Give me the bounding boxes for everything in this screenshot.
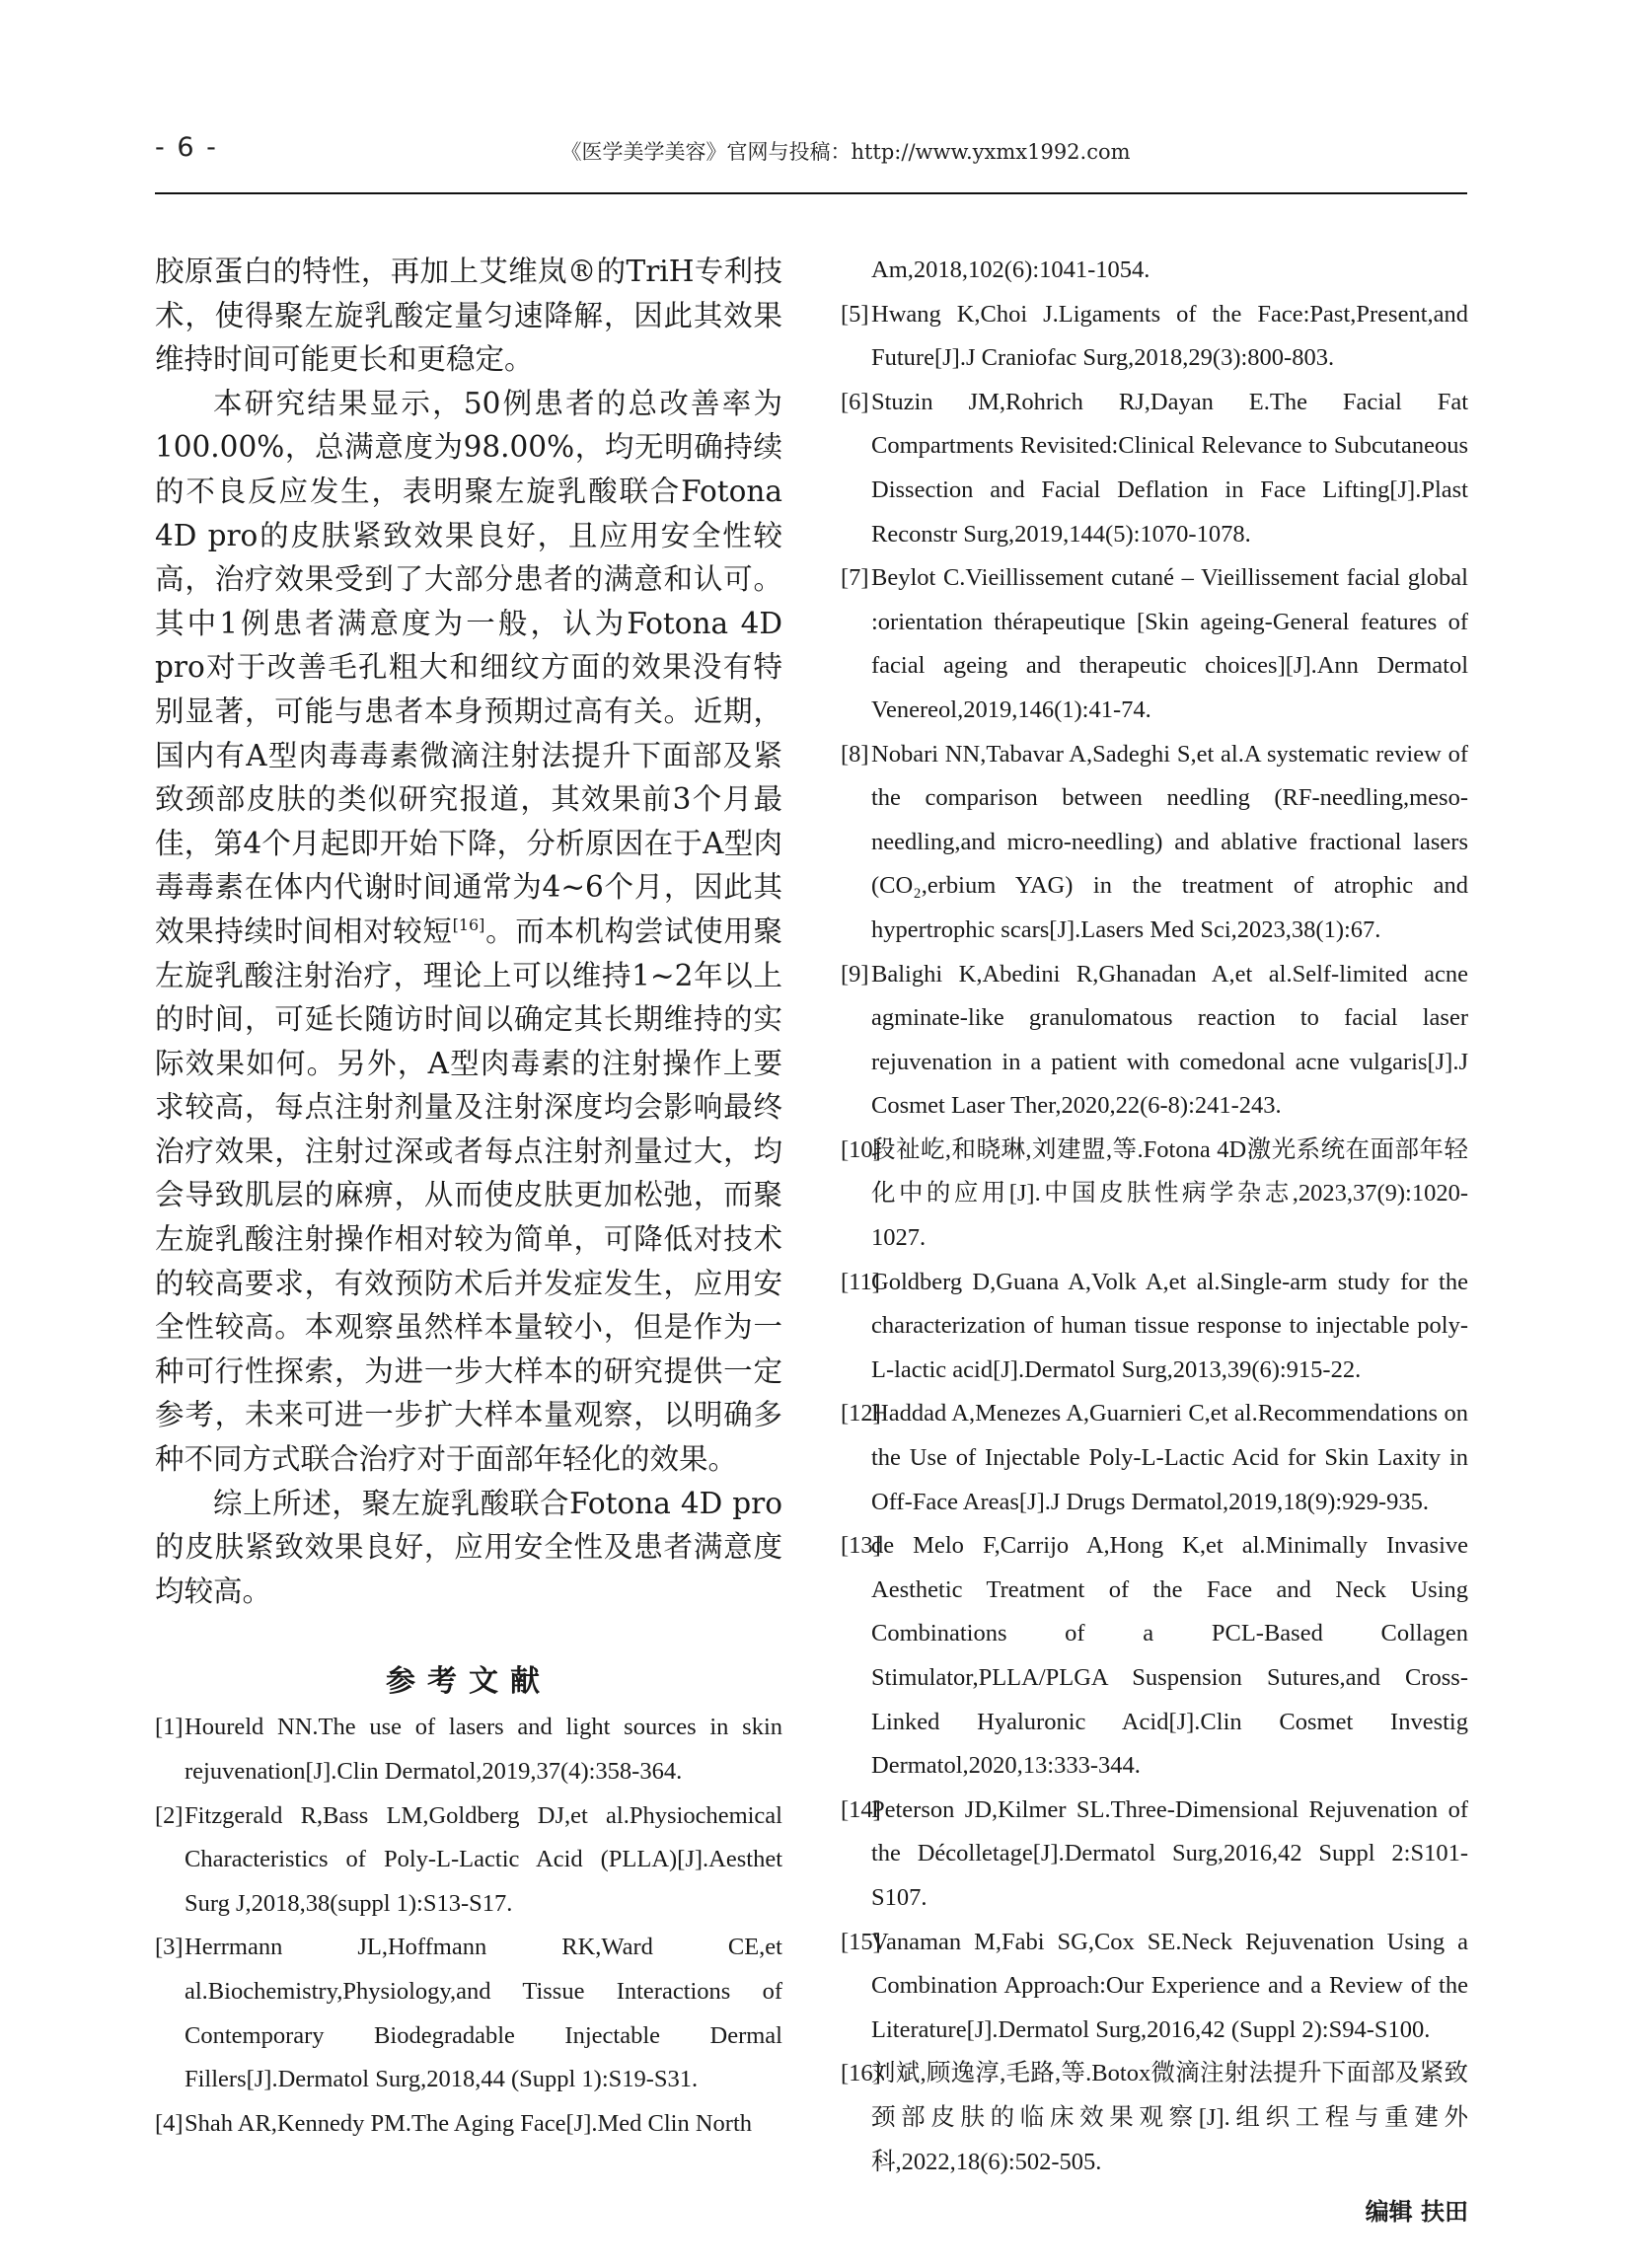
- reference-text: 刘斌,顾逸淳,毛路,等.Botox微滴注射法提升下面部及紧致颈部皮肤的临床效果观察[J].组织工程与重建外科,2022,18(6):502-505.: [871, 2060, 1468, 2175]
- reference-item: [841, 556, 1468, 732]
- reference-number: [7]: [841, 564, 869, 592]
- reference-text: Stuzin JM,Rohrich RJ,Dayan E.The Facial Fat Compartments Revisited:Clinical Relevance to Subcutaneous Dissection and Facial Deflation in Face Lifting[J].Plast Reconstr Surg,2019,144(5):1070-1078.: [871, 388, 1468, 548]
- reference-number: [8]: [841, 740, 869, 768]
- editor-credit: 编辑 扶田: [1365, 2198, 1468, 2227]
- reference-number: [6]: [841, 388, 869, 415]
- body-paragraph: 综上所述，聚左旋乳酸联合Fotona 4D pro的皮肤紧致效果良好，应用安全性及患者满意度均较高。: [155, 1486, 782, 1608]
- reference-item: [841, 1261, 1468, 1393]
- reference-text: Hwang K,Choi J.Ligaments of the Face:Past,Present,and Future[J].J Craniofac Surg,2018,29(3):800-803.: [871, 300, 1468, 372]
- reference-number: [15]: [841, 1928, 881, 1955]
- reference-number: [3]: [155, 1934, 184, 1961]
- reference-text: Am,2018,102(6):1041-1054.: [871, 256, 1150, 283]
- reference-number: [11]: [841, 1268, 880, 1295]
- reference-number: [1]: [155, 1714, 184, 1741]
- references-heading: 参考文献: [386, 1664, 552, 1700]
- page-number: - 6 -: [155, 132, 218, 163]
- reference-text: Peterson JD,Kilmer SL.Three-Dimensional Rejuvenation of the Décolletage[J].Dermatol Surg,2016,42 Suppl 2:S101-S107.: [871, 1795, 1468, 1911]
- reference-item: [841, 953, 1468, 1129]
- reference-number: [2]: [155, 1801, 184, 1829]
- reference-number: [9]: [841, 960, 869, 988]
- reference-item: [841, 1921, 1468, 2053]
- reference-continuation: [841, 249, 1468, 293]
- reference-number: [13]: [841, 1532, 881, 1560]
- citation-superscript[interactable]: [16]: [452, 915, 485, 935]
- reference-number: [4]: [155, 2109, 184, 2137]
- reference-text: Nobari NN,Tabavar A,Sadeghi S,et al.A systematic review of the comparison between needling (RF-needling,meso-needling,and micro-needling) and ablative fractional lasers (CO₂,erbium YAG) in the treatment of atrophic and hypertrophic scars[J].Lasers Med Sci,2023,38(1):67.: [871, 740, 1468, 943]
- reference-item: [841, 1392, 1468, 1524]
- reference-number: [16]: [841, 2060, 881, 2087]
- paragraph-text: 。而本机构尝试使用聚左旋乳酸注射治疗，理论上可以维持1~2年以上的时间，可延长随访时间以确定其长期维持的实际效果如何。另外，A型肉毒素的注射操作上要求较高，每点注射剂量及注射深度均会影响最终治疗效果，注射过深或者每点注射剂量过大，均会导致肌层的麻痹，从而使皮肤更加松弛，而聚左旋乳酸注射操作相对较为简单，可降低对技术的较高要求，有效预防术后并发症发生，应用安全性较高。本观察虽然样本量较小，但是作为一种可行性探索，为进一步大样本的研究提供一定参考，未来可进一步扩大样本量观察，以明确多种不同方式联合治疗对于面部年轻化的效果。: [155, 914, 782, 1477]
- reference-item: [155, 1926, 782, 2101]
- reference-text: Vanaman M,Fabi SG,Cox SE.Neck Rejuvenation Using a Combination Approach:Our Experience and a Review of the Literature[J].Dermatol Surg,2016,42 (Suppl 2):S94-S100.: [871, 1928, 1468, 2043]
- reference-number: [12]: [841, 1400, 881, 1427]
- reference-text: Shah AR,Kennedy PM.The Aging Face[J].Med Clin North: [185, 2109, 753, 2137]
- page-header: [155, 126, 1467, 174]
- reference-item: [841, 293, 1468, 381]
- running-title: 《医学美学美容》官网与投稿：http://www.yxmx1992.com: [560, 140, 1131, 164]
- reference-text: Goldberg D,Guana A,Volk A,et al.Single-arm study for the characterization of human tissue response to injectable poly-L-lactic acid[J].Dermatol Surg,2013,39(6):915-22.: [871, 1268, 1468, 1383]
- reference-number: [10]: [841, 1135, 881, 1163]
- reference-text: Fitzgerald R,Bass LM,Goldberg DJ,et al.Physiochemical Characteristics of Poly-L-Lactic Acid (PLLA)[J].Aesthet Surg J,2018,38(suppl 1):S13-S17.: [185, 1801, 782, 1917]
- left-column: [155, 250, 782, 2146]
- reference-text: Herrmann JL,Hoffmann RK,Ward CE,et al.Biochemistry,Physiology,and Tissue Interactions of Contemporary Biodegradable Injectable Dermal Fillers[J].Dermatol Surg,2018,44 (Suppl 1):S19-S31.: [185, 1934, 782, 2093]
- reference-number: [14]: [841, 1795, 881, 1823]
- reference-number: [5]: [841, 300, 869, 328]
- reference-item: [841, 1789, 1468, 1921]
- reference-list-right: [841, 249, 1468, 2184]
- reference-item: [841, 1524, 1468, 1789]
- reference-item: [155, 1794, 782, 1927]
- reference-item: [841, 1129, 1468, 1261]
- reference-item: [841, 381, 1468, 556]
- reference-text: 段祉屹,和晓琳,刘建盟,等.Fotona 4D激光系统在面部年轻化中的应用[J].中国皮肤性病学杂志,2023,37(9):1020-1027.: [871, 1135, 1468, 1252]
- right-column: [841, 249, 1468, 2227]
- reference-text: Haddad A,Menezes A,Guarnieri C,et al.Recommendations on the Use of Injectable Poly-L-Lactic Acid for Skin Laxity in Off-Face Areas[J].J Drugs Dermatol,2019,18(9):929-935.: [871, 1400, 1468, 1515]
- reference-list-left: [155, 1706, 782, 2146]
- reference-text: de Melo F,Carrijo A,Hong K,et al.Minimally Invasive Aesthetic Treatment of the Face and Neck Using Combinations of a PCL-Based Collagen Stimulator,PLLA/PLGA Suspension Sutures,and Cross-Linked Hyaluronic Acid[J].Clin Cosmet Investig Dermatol,2020,13:333-344.: [871, 1532, 1468, 1780]
- body-paragraph: 胶原蛋白的特性，再加上艾维岚®的TriH专利技术，使得聚左旋乳酸定量匀速降解，因此其效果维持时间可能更长和更稳定。: [155, 255, 782, 377]
- reference-item: [155, 2102, 782, 2147]
- header-rule: [155, 192, 1467, 194]
- reference-text: Houreld NN.The use of lasers and light sources in skin rejuvenation[J].Clin Dermatol,2019,37(4):358-364.: [185, 1714, 782, 1785]
- paragraph-text: 本研究结果显示，50例患者的总改善率为100.00%，总满意度为98.00%，均无明确持续的不良反应发生，表明聚左旋乳酸联合Fotona 4D pro的皮肤紧致效果良好，且应用安全性较高，治疗效果受到了大部分患者的满意和认可。其中1例患者满意度为一般，认为Fotona 4D pro对于改善毛孔粗大和细纹方面的效果没有特别显著，可能与患者本身预期过高有关。近期，国内有A型肉毒毒素微滴注射法提升下面部及紧致颈部皮肤的类似研究报道，其效果前3个月最佳，第4个月起即开始下降，分析原因在于A型肉毒毒素在体内代谢时间通常为4~6个月，因此其效果持续时间相对较短: [155, 386, 782, 948]
- reference-item: [841, 2052, 1468, 2184]
- reference-text: Balighi K,Abedini R,Ghanadan A,et al.Self-limited acne agminate-like granulomatous reaction to facial laser rejuvenation in a patient with comedonal acne vulgaris[J].J Cosmet Laser Ther,2020,22(6-8):241-243.: [871, 960, 1468, 1120]
- reference-item: [841, 733, 1468, 953]
- reference-item: [155, 1706, 782, 1793]
- reference-text: Beylot C.Vieillissement cutané – Vieillissement facial global :orientation thérapeutique [Skin ageing-General features of facial ageing and therapeutic choices][J].Ann Dermatol Venereol,2019,146(1):41-74.: [871, 564, 1468, 723]
- body-paragraph: [155, 382, 782, 1482]
